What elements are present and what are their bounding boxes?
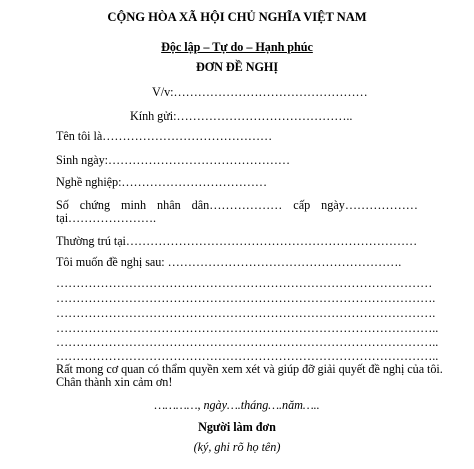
blank-line: …………………………………………………………………………………: [56, 276, 433, 290]
closing-thanks: Chân thành xin cảm ơn!: [56, 375, 173, 389]
id-word: dân………………: [191, 198, 283, 212]
country-heading: CỘNG HÒA XÃ HỘI CHỦ NGHĨA VIỆT NAM: [107, 10, 367, 24]
dob-line: Sinh ngày:………………………………………: [56, 153, 291, 167]
motto: Độc lập – Tự do – Hạnh phúc: [161, 40, 313, 54]
id-word: Số: [56, 198, 69, 212]
recipient-line: Kính gửi:……………………………………..: [130, 109, 353, 123]
request-line: Tôi muốn đề nghị sau: ………………………………………………….: [56, 255, 402, 269]
blank-line: …………………………………………………………………………………..: [56, 335, 439, 349]
blank-line: ………………………………………………………………………………….: [56, 306, 436, 320]
blank-line: ………………………………………………………………………………….: [56, 291, 436, 305]
id-word: chứng: [79, 198, 111, 212]
subject-line: V/v:…………………………………………: [152, 85, 368, 99]
closing-request: Rất mong cơ quan có thẩm quyền xem xét và giúp đỡ giải quyết đề nghị của tôi.: [56, 362, 443, 376]
id-word: cấp: [293, 198, 311, 212]
blank-line: …………………………………………………………………………………..: [56, 321, 439, 335]
id-word: minh: [121, 198, 147, 212]
id-place-line: tại………………….: [56, 211, 156, 225]
job-line: Nghề nghiệp:………………………………: [56, 175, 268, 189]
signer-note: (ký, ghi rõ họ tên): [193, 440, 281, 454]
residence-line: Thường trú tại………………………………………………………………: [56, 234, 418, 248]
date-line: …………, ngày….tháng….năm…..: [154, 398, 320, 412]
blank-line: …………………………………………………………………………………..: [56, 349, 439, 363]
signer-label: Người làm đơn: [198, 420, 276, 434]
id-word: ngày………………: [321, 198, 418, 212]
document-title: ĐƠN ĐỀ NGHỊ: [195, 60, 279, 74]
id-word: nhân: [157, 198, 181, 212]
name-line: Tên tôi là……………………………………: [56, 129, 273, 143]
